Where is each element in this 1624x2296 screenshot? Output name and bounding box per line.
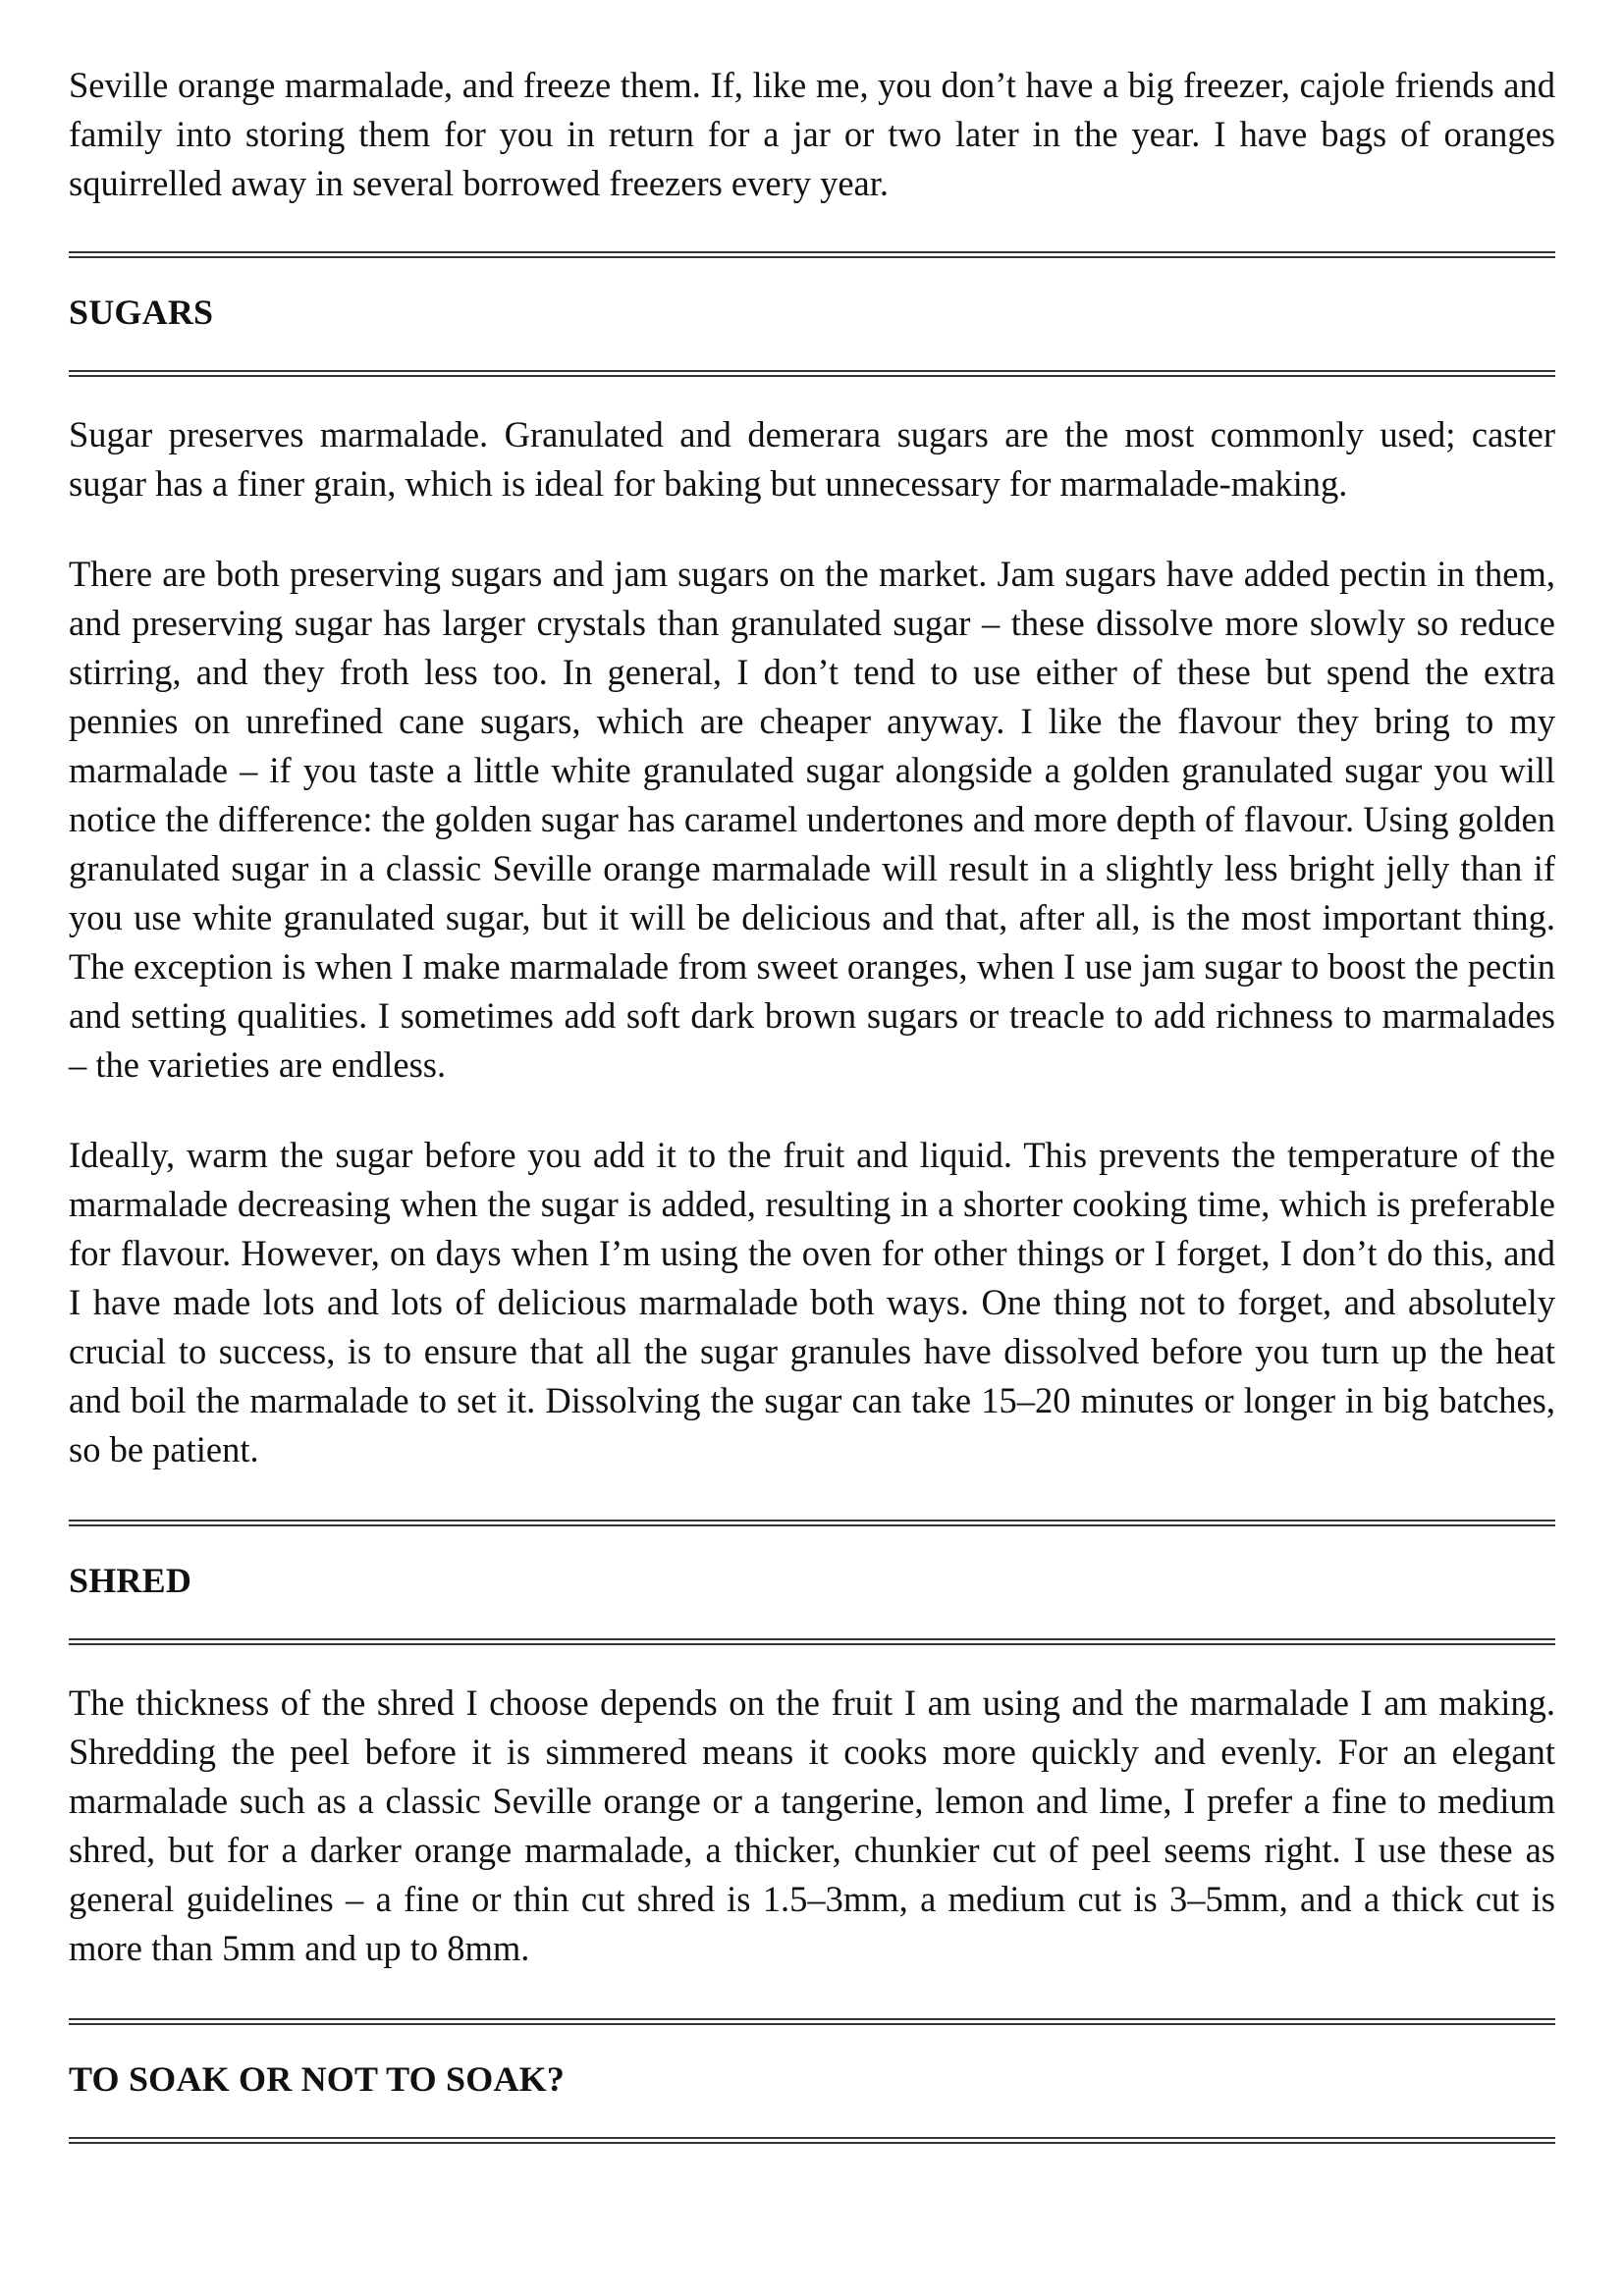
- body-paragraph: The thickness of the shred I choose depends on the fruit I am using and the marmalade I am making. Shredding the peel before it is simmered means it cooks more quickly and evenly. For an elegant marmalade such as a classic Seville orange or a tangerine, lemon and lime, I prefer a fine to medium shred, but for a darker orange marmalade, a thicker, chunkier cut of peel seems right. I use these as general guidelines – a fine or thin cut shred is 1.5–3mm, a medium cut is 3–5mm, and a thick cut is more than 5mm and up to 8mm.: [69, 1682, 1555, 1968]
- section-shred: [69, 1556, 1555, 1973]
- body-paragraph: Sugar preserves marmalade. Granulated and demerara sugars are the most commonly used; caster sugar has a finer grain, which is ideal for baking but unnecessary for marmalade-making.: [69, 414, 1555, 504]
- section-sugars: [69, 288, 1555, 1474]
- document-page: [69, 61, 1555, 2144]
- section-soaking: [69, 2055, 1555, 2144]
- intro-paragraph: Seville orange marmalade, and freeze them. If, like me, you don’t have a big freezer, cajole friends and family into storing them for you in return for a jar or two later in the year. I have bags of oranges squirrelled away in several borrowed freezers every year.: [69, 65, 1555, 203]
- section-heading: SHRED: [69, 1561, 192, 1600]
- section-divider: [69, 1520, 1555, 1526]
- section-divider: [69, 2018, 1555, 2025]
- section-heading: SUGARS: [69, 293, 214, 332]
- section-heading: TO SOAK OR NOT TO SOAK?: [69, 2059, 566, 2099]
- section-divider: [69, 251, 1555, 258]
- heading-divider: [69, 370, 1555, 377]
- heading-divider: [69, 2137, 1555, 2144]
- body-paragraph: There are both preserving sugars and jam sugars on the market. Jam sugars have added pectin in them, and preserving sugar has larger crystals than granulated sugar – these dissolve more slowly so reduce stirring, and they froth less too. In general, I don’t tend to use either of these but spend the extra pennies on unrefined cane sugars, which are cheaper anyway. I like the flavour they bring to my marmalade – if you taste a little white granulated sugar alongside a golden granulated sugar you will notice the difference: the golden sugar has caramel undertones and more depth of flavour. Using golden granulated sugar in a classic Seville orange marmalade will result in a slightly less bright jelly than if you use white granulated sugar, but it will be delicious and that, after all, is the most important thing. The exception is when I make marmalade from sweet oranges, when I use jam sugar to boost the pectin and setting qualities. I sometimes add soft dark brown sugars or treacle to add richness to marmalades – the varieties are endless.: [69, 554, 1555, 1085]
- heading-divider: [69, 1638, 1555, 1645]
- section-body: [69, 410, 1555, 1474]
- body-paragraph: Ideally, warm the sugar before you add it to the fruit and liquid. This prevents the temperature of the marmalade decreasing when the sugar is added, resulting in a shorter cooking time, which is preferable for flavour. However, on days when I’m using the oven for other things or I forget, I don’t do this, and I have made lots and lots of delicious marmalade both ways. One thing not to forget, and absolutely crucial to success, is to ensure that all the sugar granules have dissolved before you turn up the heat and boil the marmalade to set it. Dissolving the sugar can take 15–20 minutes or longer in big batches, so be patient.: [69, 1135, 1555, 1469]
- section-body: [69, 1679, 1555, 1973]
